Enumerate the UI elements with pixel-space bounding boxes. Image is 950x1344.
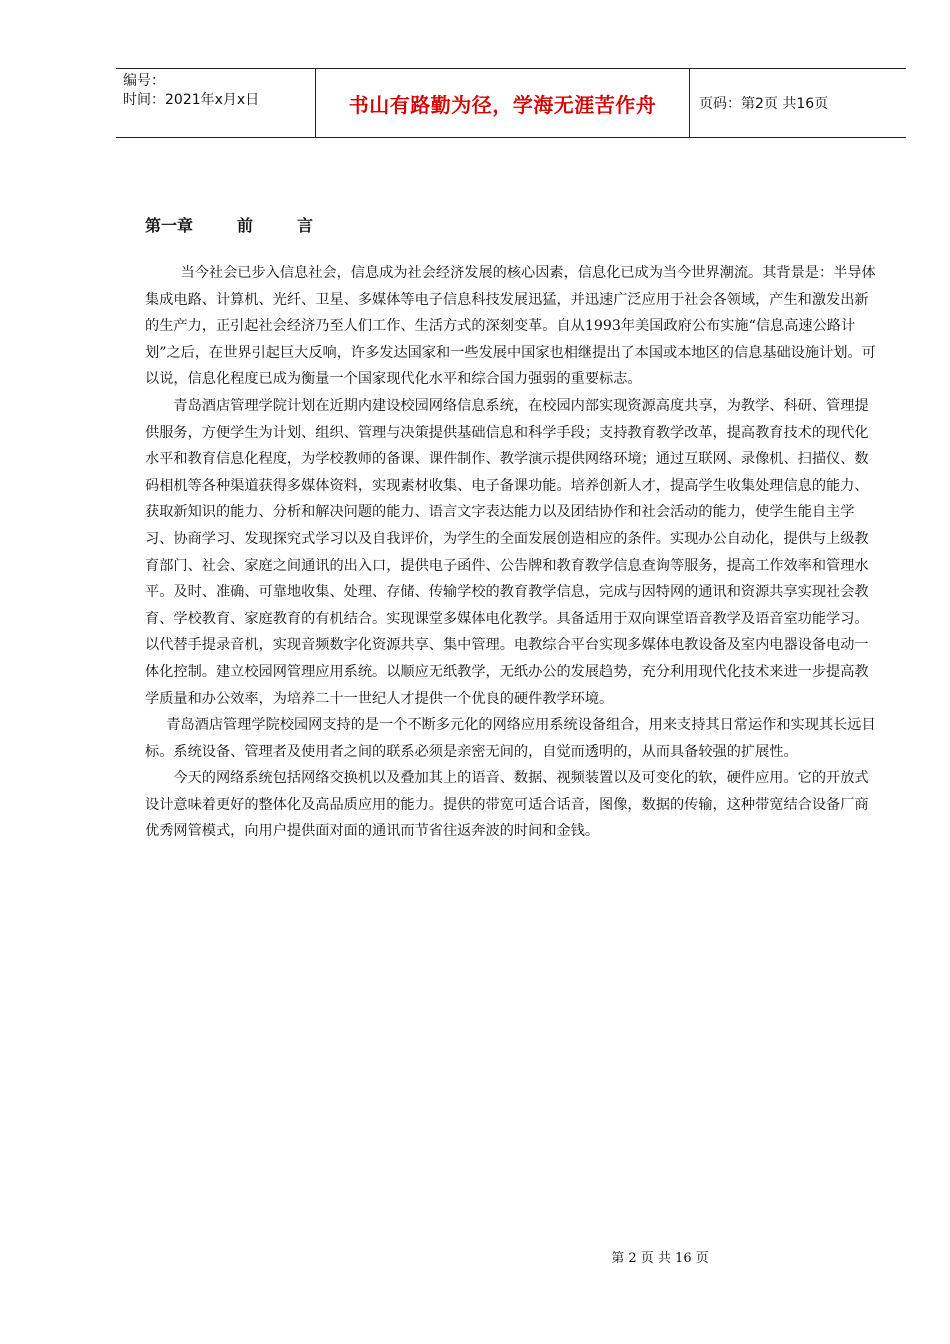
body-text <box>145 260 880 845</box>
header-page-info: 页码：第2页 共16页 <box>699 96 829 112</box>
paragraph-1: 当今社会已步入信息社会，信息成为社会经济发展的核心因素，信息化已成为当今世界潮流。其背景是：半导体集成电路、计算机、光纤、卫星、多媒体等电子信息科技发展迅猛，并迅速广泛应用于社会各领域，产生和激发出新的生产力，正引起社会经济乃至人们工作、生活方式的深刻变革。自从1993年美国政府公布实施“信息高速公路计划”之后，在世界引起巨大反响，许多发达国家和一些发展中国家也相继提出了本国或本地区的信息基础设施计划。可以说，信息化程度已成为衡量一个国家现代化水平和综合国力强弱的重要标志。 <box>145 265 876 388</box>
chapter-title-char-2: 言 <box>297 216 314 235</box>
code-label: 编号： <box>123 73 165 89</box>
time-label: 时间：2021年x月x日 <box>123 92 260 108</box>
chapter-heading <box>145 213 313 236</box>
page-footer: 第 2 页 共 16 页 <box>611 1251 709 1266</box>
page-header <box>116 68 906 138</box>
header-meta <box>116 69 316 137</box>
chapter-number: 第一章 <box>145 216 194 235</box>
header-motto: 书山有路勤为径，学海无涯苦作舟 <box>316 69 690 137</box>
paragraph-4: 今天的网络系统包括网络交换机以及叠加其上的语音、数据、视频装置以及可变化的软，硬件应用。它的开放式设计意味着更好的整体化及高品质应用的能力。提供的带宽可适合话音，图像，数据的传输，这种带宽结合设备厂商优秀网管模式，向用户提供面对面的通讯而节省往返奔波的时间和金钱。 <box>145 770 869 840</box>
paragraph-2: 青岛酒店管理学院计划在近期内建设校园网络信息系统，在校园内部实现资源高度共享，为教学、科研、管理提供服务，方便学生为计划、组织、管理与决策提供基础信息和科学手段；支持教育教学改革，提高教育技术的现代化水平和教育信息化程度，为学校教师的备课、课件制作、教学演示提供网络环境；通过互联网、录像机、扫描仪、数码相机等各种渠道获得多媒体资料，实现素材收集、电子备课功能。培养创新人才，提高学生收集处理信息的能力、获取新知识的能力、分析和解决问题的能力、语言文字表达能力以及团结协作和社会活动的能力，使学生能自主学习、协商学习、发现探究式学习以及自我评价，为学生的全面发展创造相应的条件。实现办公自动化，提供与上级教育部门、社会、家庭之间通讯的出入口，提供电子函件、公告牌和教育教学信息查询等服务，提高工作效率和管理水平。及时、准确、可靠地收集、处理、存储、传输学校的教育教学信息，完成与因特网的通讯和资源共享实现社会教育、学校教育、家庭教育的有机结合。实现课堂多媒体电化教学。具备适用于双向课堂语音教学及语音室功能学习。以代替手提录音机，实现音频数字化资源共享、集中管理。电教综合平台实现多媒体电教设备及室内电器设备电动一体化控制。建立校园网管理应用系统。以顺应无纸教学，无纸办公的发展趋势，充分利用现代化技术来进一步提高教学质量和办公效率，为培养二十一世纪人才提供一个优良的硬件教学环境。 <box>145 397 869 707</box>
paragraph-3: 青岛酒店管理学院校园网支持的是一个不断多元化的网络应用系统设备组合，用来支持其日常运作和实现其长远目标。系统设备、管理者及使用者之间的联系必须是亲密无间的，自觉而透明的，从而具备较强的扩展性。 <box>145 717 876 760</box>
chapter-title-char-1: 前 <box>237 216 254 235</box>
